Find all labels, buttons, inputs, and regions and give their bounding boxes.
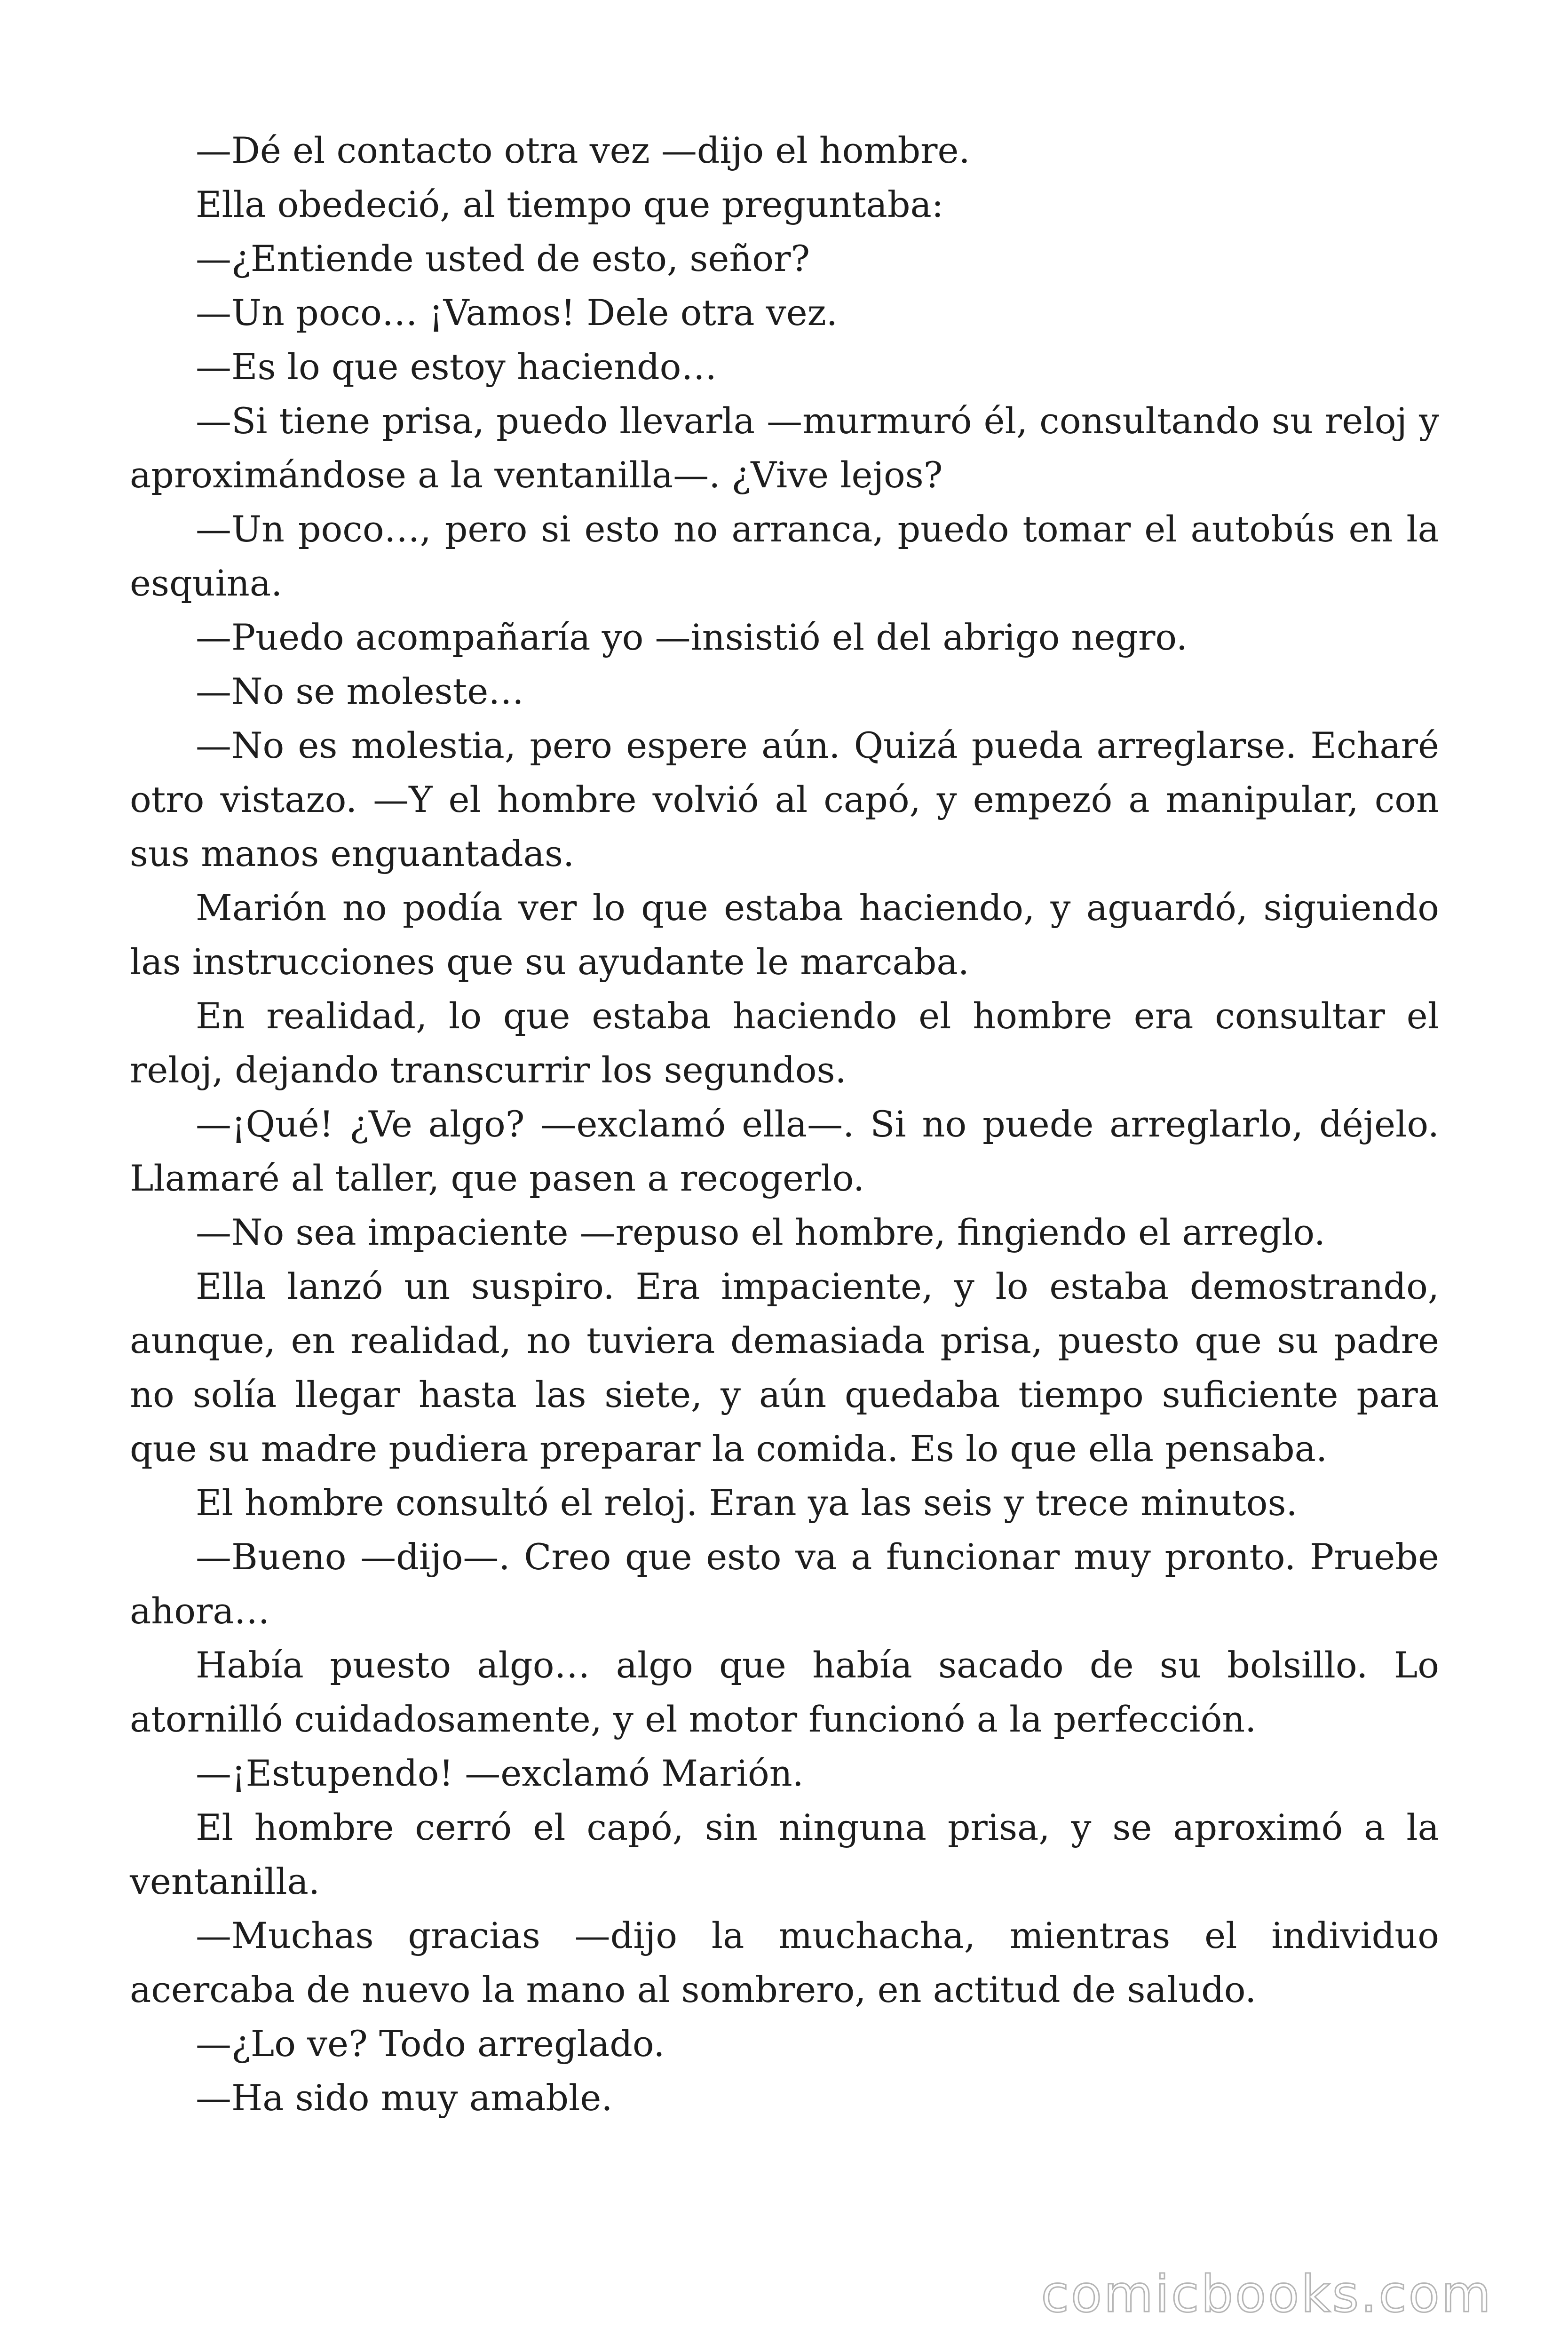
paragraph: Ella obedeció, al tiempo que preguntaba: <box>196 183 944 225</box>
paragraph: —¡Estupendo! —exclamó Marión. <box>196 1752 804 1794</box>
paragraph: Marión no podía ver lo que estaba haciendo, y aguardó, siguiendo las instrucciones que su ayudante le marcaba. <box>130 887 1439 983</box>
paragraph: El hombre cerró el capó, sin ninguna prisa, y se aproximó a la ventanilla. <box>130 1806 1439 1902</box>
watermark: comicbooks.com <box>1041 2265 1493 2324</box>
paragraph: —Un poco…, pero si esto no arranca, puedo tomar el autobús en la esquina. <box>130 508 1439 604</box>
paragraph: —Si tiene prisa, puedo llevarla —murmuró él, consultando su reloj y aproximándose a la ventanilla—. ¿Vive lejos? <box>130 400 1439 496</box>
paragraph: En realidad, lo que estaba haciendo el hombre era consultar el reloj, dejando transcurrir los segundos. <box>130 995 1439 1091</box>
paragraph: —Un poco… ¡Vamos! Dele otra vez. <box>196 292 838 334</box>
paragraph: —Es lo que estoy haciendo… <box>196 346 717 388</box>
paragraph: —Muchas gracias —dijo la muchacha, mientras el individuo acercaba de nuevo la mano al sombrero, en actitud de saludo. <box>130 1915 1439 2010</box>
paragraph: —¡Qué! ¿Ve algo? —exclamó ella—. Si no puede arreglarlo, déjelo. Llamaré al taller, que pasen a recogerlo. <box>130 1103 1439 1199</box>
paragraph: El hombre consultó el reloj. Eran ya las seis y trece minutos. <box>196 1482 1298 1524</box>
paragraph: —Bueno —dijo—. Creo que esto va a funcionar muy pronto. Pruebe ahora… <box>130 1536 1439 1632</box>
paragraph: —No se moleste… <box>196 670 524 712</box>
paragraph: —Dé el contacto otra vez —dijo el hombre. <box>196 129 970 171</box>
paragraph: —Ha sido muy amable. <box>196 2077 613 2119</box>
paragraph: —No sea impaciente —repuso el hombre, fingiendo el arreglo. <box>196 1211 1325 1253</box>
paragraph: —¿Lo ve? Todo arreglado. <box>196 2023 665 2065</box>
paragraph: —Puedo acompañaría yo —insistió el del abrigo negro. <box>196 616 1188 658</box>
paragraph: Ella lanzó un suspiro. Era impaciente, y lo estaba demostrando, aunque, en realidad, no tuviera demasiada prisa, puesto que su padre no solía llegar hasta las siete, y aún quedaba tiempo suficiente para que su madre pudiera preparar la comida. Es lo que ella pensaba. <box>130 1265 1439 1470</box>
book-page-text <box>130 123 1439 2125</box>
paragraph: —¿Entiende usted de esto, señor? <box>196 238 810 279</box>
paragraph: —No es molestia, pero espere aún. Quizá pueda arreglarse. Echaré otro vistazo. —Y el hombre volvió al capó, y empezó a manipular, con sus manos enguantadas. <box>130 724 1439 874</box>
paragraph: Había puesto algo… algo que había sacado de su bolsillo. Lo atornilló cuidadosamente, y el motor funcionó a la perfección. <box>130 1644 1439 1740</box>
